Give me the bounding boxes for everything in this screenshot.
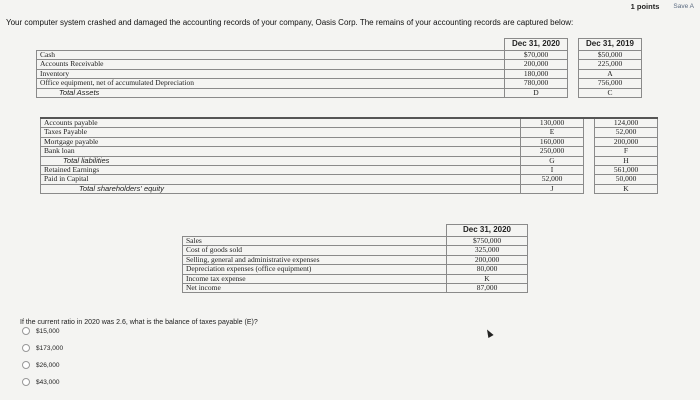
table-row: Paid in Capital 52,000 50,000 (41, 175, 658, 184)
save-answer-link[interactable]: Save A (673, 3, 694, 10)
table-row: Mortgage payable 160,000 200,000 (41, 137, 658, 146)
question-prompt: Your computer system crashed and damaged the accounting records of your company, Oasis Corp. The remains of your accounting records are captured below: (6, 18, 574, 27)
table-row: Accounts Receivable 200,000 225,000 (37, 60, 642, 69)
table-row: Income tax expense K (183, 274, 528, 283)
total-liabilities-row: Total liabilities G H (41, 156, 658, 165)
table-row: Selling, general and administrative expenses 200,000 (183, 255, 528, 264)
income-col-header: Dec 31, 2020 (447, 225, 528, 237)
table-row: Accounts payable 130,000 124,000 (41, 118, 658, 128)
radio-icon[interactable] (22, 361, 30, 369)
assets-table (36, 38, 642, 98)
table-row: Cost of goods sold 325,000 (183, 246, 528, 255)
table-row: Sales $750,000 (183, 237, 528, 246)
top-bar (631, 0, 700, 11)
col-header-2020: Dec 31, 2020 (505, 39, 568, 51)
table-row: Taxes Payable E 52,000 (41, 128, 658, 137)
table-row: Bank loan 250,000 F (41, 147, 658, 156)
net-income-row: Net income 87,000 (183, 284, 528, 293)
total-equity-row: Total shareholders' equity J K (41, 184, 658, 193)
table-row: Depreciation expenses (office equipment) 80,000 (183, 265, 528, 274)
answer-option-4[interactable]: $43,000 (22, 378, 60, 386)
radio-icon[interactable] (22, 344, 30, 352)
table-row: Cash $70,000 $50,000 (37, 51, 642, 60)
mouse-cursor-icon (484, 328, 493, 338)
col-header-2019: Dec 31, 2019 (579, 39, 642, 51)
income-statement-table (182, 224, 528, 293)
answer-option-3[interactable]: $26,000 (22, 361, 60, 369)
radio-icon[interactable] (22, 327, 30, 335)
total-assets-row: Total Assets D C (37, 88, 642, 97)
points-label: 1 points (630, 2, 660, 11)
radio-icon[interactable] (22, 378, 30, 386)
liabilities-table (40, 117, 658, 194)
table-row: Retained Earnings I 561,000 (41, 166, 658, 175)
answer-option-2[interactable]: $173,000 (22, 344, 63, 352)
table-row: Office equipment, net of accumulated Depreciation 780,000 756,000 (37, 79, 642, 88)
question-text: If the current ratio in 2020 was 2.6, what is the balance of taxes payable (E)? (20, 319, 258, 326)
answer-option-1[interactable]: $15,000 (22, 327, 60, 335)
table-row: Inventory 180,000 A (37, 69, 642, 78)
